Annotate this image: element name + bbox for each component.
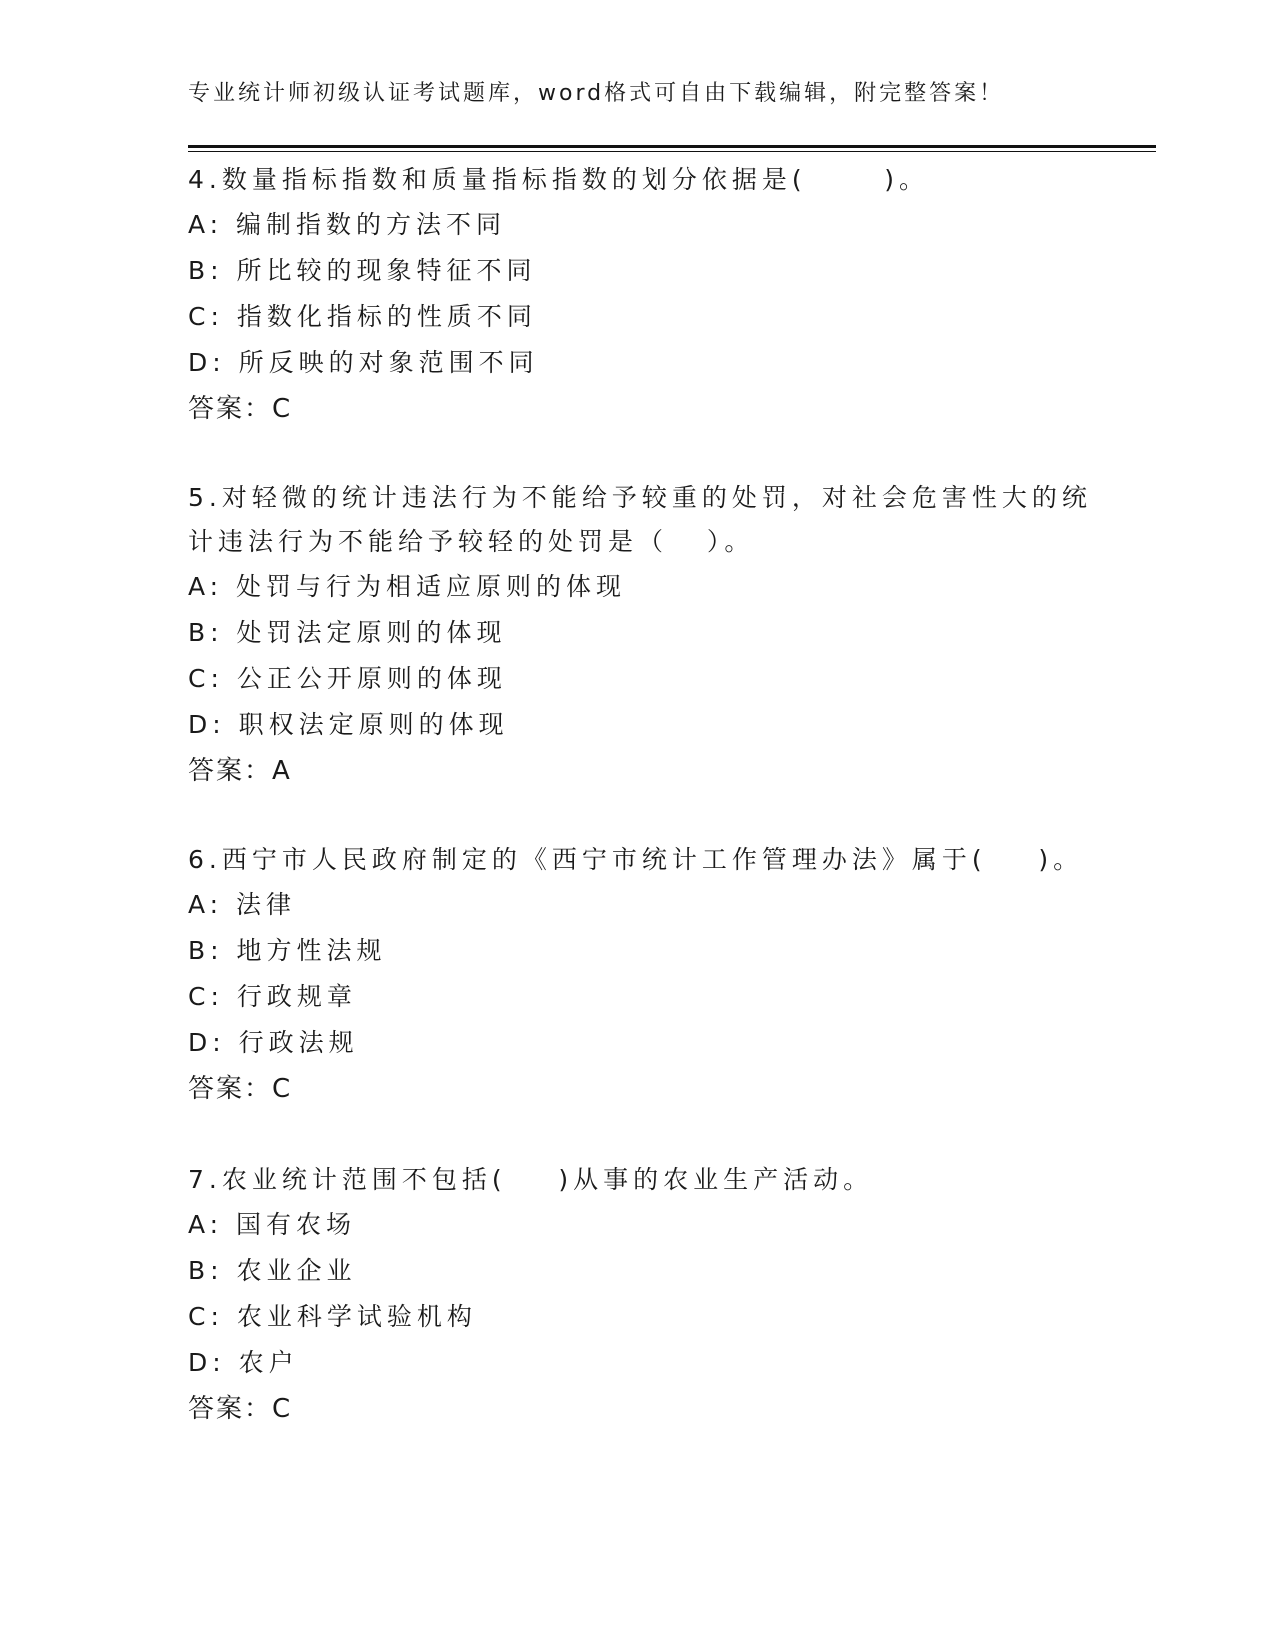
option-d xyxy=(188,340,1088,386)
option-text: 农户 xyxy=(238,1348,299,1377)
option-letter: A: xyxy=(188,1210,224,1239)
option-a xyxy=(188,202,1088,248)
option-letter: A: xyxy=(188,890,224,919)
option-c xyxy=(188,656,1088,702)
option-letter: C: xyxy=(188,982,224,1011)
question-6 xyxy=(188,838,1088,1112)
option-c xyxy=(188,1294,1088,1340)
question-stem-line-2: 计违法行为不能给予较轻的处罚是（ ）。 xyxy=(188,527,755,556)
option-c xyxy=(188,294,1088,340)
option-d xyxy=(188,1020,1088,1066)
option-letter: C: xyxy=(188,664,224,693)
option-text: 编制指数的方法不同 xyxy=(236,210,507,239)
option-b xyxy=(188,248,1088,294)
option-letter: D: xyxy=(188,348,226,377)
option-b xyxy=(188,1248,1088,1294)
option-letter: B: xyxy=(188,936,224,965)
option-text: 公正公开原则的体现 xyxy=(236,664,507,693)
option-a xyxy=(188,1202,1088,1248)
option-d xyxy=(188,1340,1088,1386)
option-letter: C: xyxy=(188,1302,224,1331)
question-stem: 7.农业统计范围不包括( )从事的农业生产活动。 xyxy=(188,1165,874,1194)
option-text: 地方性法规 xyxy=(236,936,387,965)
option-letter: A: xyxy=(188,210,224,239)
option-text: 农业企业 xyxy=(236,1256,357,1285)
option-text: 行政法规 xyxy=(238,1028,359,1057)
option-c xyxy=(188,974,1088,1020)
answer-line: 答案：C xyxy=(188,1074,293,1104)
question-stem: 4.数量指标指数和质量指标指数的划分依据是( )。 xyxy=(188,165,930,194)
option-letter: D: xyxy=(188,1028,226,1057)
option-text: 指数化指标的性质不同 xyxy=(236,302,537,331)
option-text: 职权法定原则的体现 xyxy=(238,710,509,739)
option-b xyxy=(188,928,1088,974)
question-5 xyxy=(188,476,1092,794)
answer-line: 答案：A xyxy=(188,756,292,786)
option-letter: B: xyxy=(188,618,224,647)
question-4 xyxy=(188,158,1088,432)
option-b xyxy=(188,610,1088,656)
option-text: 处罚法定原则的体现 xyxy=(236,618,507,647)
page-header: 专业统计师初级认证考试题库，word格式可自由下载编辑，附完整答案！ xyxy=(188,81,1005,106)
option-text: 处罚与行为相适应原则的体现 xyxy=(236,572,627,601)
option-a xyxy=(188,564,1088,610)
option-letter: B: xyxy=(188,1256,224,1285)
question-7 xyxy=(188,1158,1088,1432)
option-letter: D: xyxy=(188,1348,226,1377)
option-text: 农业科学试验机构 xyxy=(236,1302,477,1331)
answer-line: 答案：C xyxy=(188,1394,293,1424)
option-d xyxy=(188,702,1088,748)
option-text: 所比较的现象特征不同 xyxy=(236,256,537,285)
option-a xyxy=(188,882,1088,928)
answer-line: 答案：C xyxy=(188,394,293,424)
option-letter: D: xyxy=(188,710,226,739)
option-text: 行政规章 xyxy=(236,982,357,1011)
option-letter: C: xyxy=(188,302,224,331)
question-stem: 6.西宁市人民政府制定的《西宁市统计工作管理办法》属于( )。 xyxy=(188,845,1084,874)
option-text: 所反映的对象范围不同 xyxy=(238,348,539,377)
option-text: 国有农场 xyxy=(236,1210,357,1239)
question-stem-line-1: 5.对轻微的统计违法行为不能给予较重的处罚，对社会危害性大的统 xyxy=(188,483,1092,512)
header-rule-thick xyxy=(188,145,1156,148)
option-text: 法律 xyxy=(236,890,297,919)
option-letter: A: xyxy=(188,572,224,601)
header-rule-thin xyxy=(188,151,1156,152)
option-letter: B: xyxy=(188,256,224,285)
